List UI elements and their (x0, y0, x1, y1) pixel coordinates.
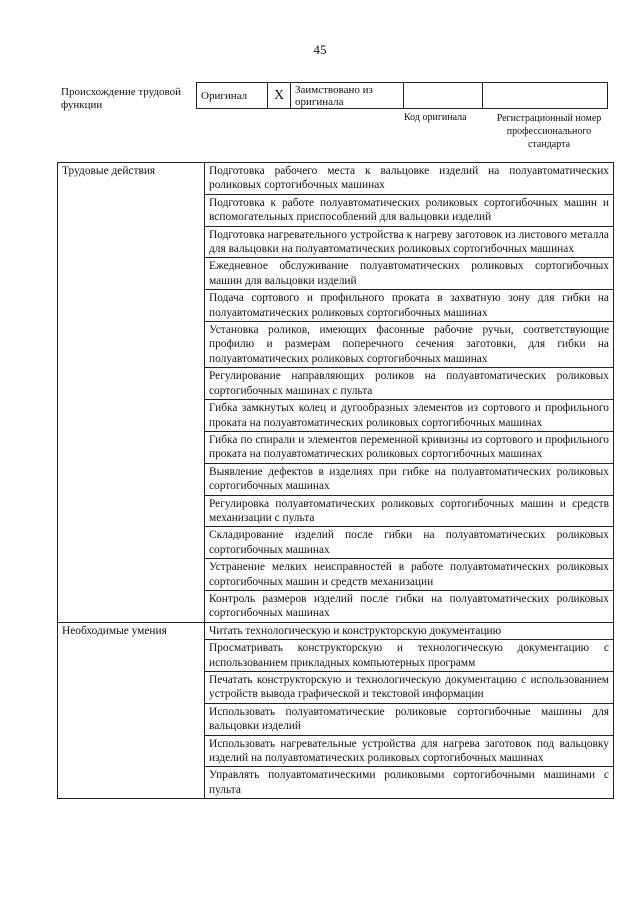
origin-reg-cell (483, 83, 608, 109)
origin-original-cell: Оригинал (197, 83, 268, 109)
list-item: Просматривать конструкторскую и технологическую документацию с использованием прикладных компьютерных программ (205, 640, 613, 672)
page-number: 45 (313, 42, 327, 57)
section-label: Трудовые действия (58, 163, 205, 623)
list-item: Использовать нагревательные устройства для нагрева заготовок под вальцовку изделий на полуавтоматических роликовых сортогибочных машинах (205, 736, 613, 768)
section-row (58, 622, 614, 798)
caption-reg-number: Регистрационный номер профессионального стандарта (496, 113, 602, 150)
functions-table (57, 162, 614, 799)
list-item: Гибка по спирали и элементов переменной кривизны из сортового и профильного проката на полуавтоматических роликовых сортогибочных машинах (205, 432, 613, 464)
list-item: Подача сортового и профильного проката в захватную зону для гибки на полуавтоматических роликовых сортогибочных машинах (205, 290, 613, 322)
list-item: Регулирование направляющих роликов на полуавтоматических роликовых сортогибочных машинах с пульта (205, 368, 613, 400)
list-item: Установка роликов, имеющих фасонные рабочие ручьи, соответствующие профилю и размерам поперечного сечения заготовки, для гибки на полуавтоматических роликовых сортогибочных машинах (205, 322, 613, 368)
list-item: Регулировка полуавтоматических роликовых сортогибочных машин и средств механизации с пульта (205, 496, 613, 528)
origin-mark-cell: X (268, 83, 291, 109)
origin-label: Происхождение трудовой функции (61, 86, 182, 111)
list-item: Ежедневное обслуживание полуавтоматических роликовых сортогибочных машин для вальцовки изделий (205, 258, 613, 290)
section-label: Необходимые умения (58, 622, 205, 798)
list-item: Читать технологическую и конструкторскую документацию (205, 623, 613, 640)
section-items (205, 622, 614, 798)
list-item: Управлять полуавтоматическими роликовыми сортогибочными машинами с пульта (209, 769, 609, 796)
list-item: Подготовка рабочего места к вальцовке изделий на полуавтоматических роликовых сортогибочных машинах (205, 163, 613, 195)
list-item: Использовать полуавтоматические роликовые сортогибочные машины для вальцовки изделий (205, 704, 613, 736)
list-item: Складирование изделий после гибки на полуавтоматических роликовых сортогибочных машинах (205, 527, 613, 559)
list-item: Выявление дефектов в изделиях при гибке на полуавтоматических роликовых сортогибочных машинах (205, 464, 613, 496)
section-row (58, 163, 614, 623)
origin-code-cell (404, 83, 483, 109)
functions-table-body (58, 163, 614, 799)
list-item: Подготовка нагревательного устройства к нагреву заготовок из листового металла для вальцовки на полуавтоматических роликовых сортогибочных машинах (205, 227, 613, 259)
caption-code-original: Код оригинала (404, 112, 467, 123)
list-item: Гибка замкнутых колец и дугообразных элементов из сортового и профильного проката на полуавтоматических роликовых сортогибочных машинах (205, 400, 613, 432)
list-item: Контроль размеров изделий после гибки на полуавтоматических роликовых сортогибочных машинах (209, 592, 609, 620)
list-item: Печатать конструкторскую и технологическую документацию с использованием устройств вывода графической и текстовой информации (205, 672, 613, 704)
origin-table (196, 82, 608, 109)
list-item: Устранение мелких неисправностей в работе полуавтоматических роликовых сортогибочных машин и средств механизации (205, 559, 613, 591)
section-items (205, 163, 614, 623)
origin-borrowed-cell: Заимствовано из оригинала (291, 83, 404, 109)
list-item: Подготовка к работе полуавтоматических роликовых сортогибочных машин и вспомогательных приспособлений для вальцовки изделий (205, 195, 613, 227)
